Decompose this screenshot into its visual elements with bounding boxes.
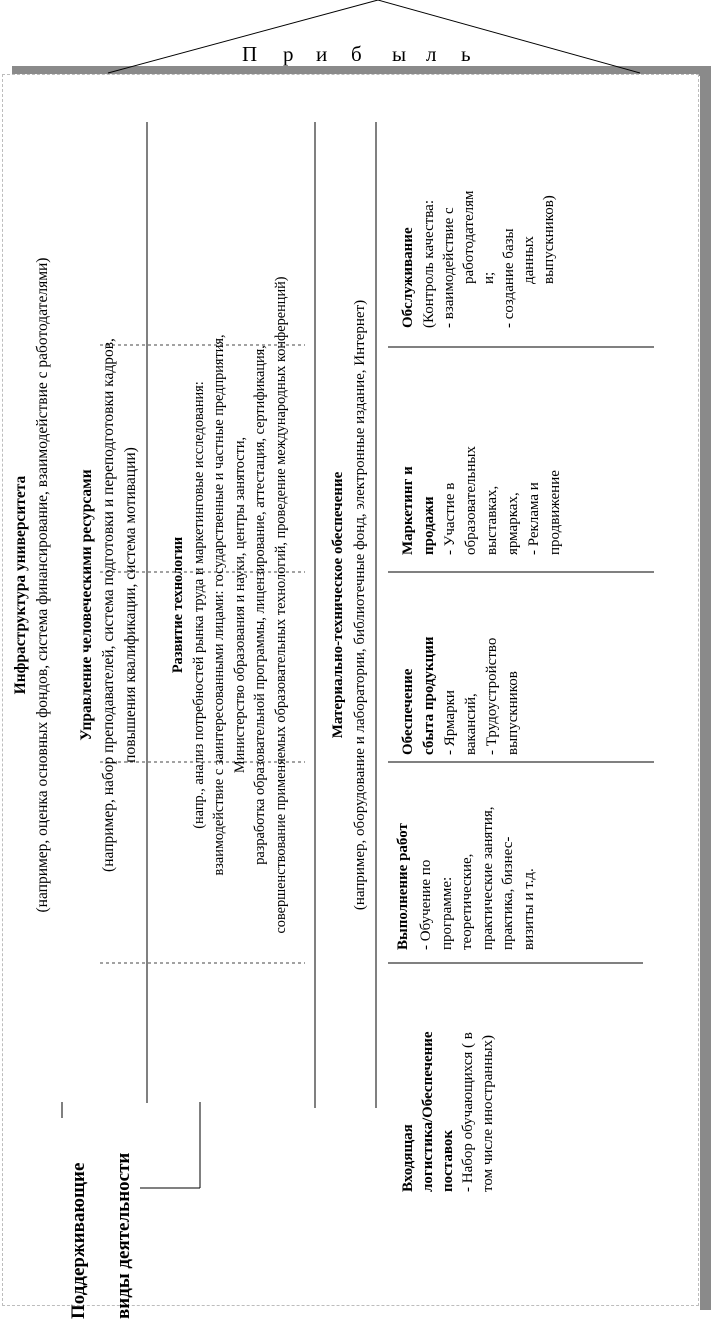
marketing-body-3: выставках,: [484, 485, 500, 555]
marketing-title-1: Маркетинг и: [400, 466, 416, 555]
operations-title: Выполнение работ: [395, 823, 411, 950]
tech-block: [168, 105, 292, 1105]
operations-body-2: программе:: [438, 876, 455, 950]
service-body-1: (Контроль качества:: [421, 199, 437, 328]
service-body-7: выпускников): [541, 195, 557, 284]
operations-body-6: визиты и т.д.: [520, 868, 537, 950]
service-body-4: и;: [481, 271, 497, 284]
inbound-title-3: поставок: [440, 1130, 456, 1192]
operations-body-4: практические занятия,: [479, 806, 496, 950]
outbound-title-1: Обеспечение: [400, 668, 416, 755]
service-body-2: - взаимодействие с: [441, 207, 457, 328]
operations-body-1: - Обучение по: [418, 859, 434, 950]
service-body-5: - создание базы: [501, 228, 517, 328]
marketing-body-4: ярмарках,: [505, 492, 521, 555]
outbound-body-1: - Ярмарки: [442, 690, 458, 755]
inbound-title-1: Входящая: [400, 1124, 416, 1192]
primary-operations: [390, 760, 539, 950]
hr-block: [76, 105, 142, 1105]
infrastructure-block: [10, 65, 54, 1105]
material-description: (например, оборудование и лаборатории, библиотечные фонд, электронные издание, Интернет): [351, 299, 368, 911]
marketing-title-2: продажи: [421, 496, 437, 555]
operations-body-3: теоретические,: [459, 853, 475, 950]
arrow-letter-7: ь: [461, 42, 471, 66]
hr-title: Управление человеческими ресурсами: [78, 469, 95, 741]
hr-description-2: повышения квалификации, система мотивации): [122, 447, 139, 763]
outbound-body-2: вакансий,: [463, 693, 479, 755]
arrow-letter-5: ы: [392, 42, 407, 66]
primary-outbound-logistics: [398, 570, 524, 755]
tech-description-3: Министерство образования и науки, центры занятости,: [231, 436, 248, 774]
operations-body-5: практика, бизнес-: [500, 836, 516, 950]
service-body-3: работодателям: [461, 190, 477, 284]
tech-description-4: разработка образовательной программы, лицензирование, аттестация, сертификация,: [252, 345, 269, 865]
marketing-body-1: - Участие в: [442, 482, 458, 555]
support-label-line2: виды деятельности: [113, 1152, 134, 1319]
outbound-body-3: - Трудоустройство: [484, 637, 500, 755]
material-block: [328, 105, 371, 1105]
arrow-letter-6: л: [426, 42, 437, 66]
arrow-edge-right: [378, 0, 640, 73]
tech-description-1: (напр., анализ потребностей рынка труда и маркетинговые исследования:: [190, 381, 207, 829]
inbound-title-2: логистика/Обеспечение: [420, 1031, 436, 1192]
marketing-body-2: образовательных: [463, 446, 479, 555]
outbound-body-4: выпускников: [505, 671, 521, 755]
arrow-letter-4: б: [351, 42, 362, 66]
arrow-letter-3: и: [316, 42, 328, 66]
support-label-line1: Поддерживающие: [68, 1162, 89, 1319]
arrow-letter-2: р: [283, 42, 294, 66]
primary-service: [398, 158, 559, 328]
inbound-body-2: том числе иностранных): [480, 1034, 496, 1192]
tech-title: Развитие технологии: [170, 536, 186, 674]
arrow-letter-1: П: [242, 42, 258, 66]
tech-description-5: совершенствование применяемых образовательных технологий, проведение международных конференций): [272, 276, 289, 934]
hr-description-1: (например, набор преподавателей, система подготовки и переподготовки кадров,: [100, 338, 117, 872]
marketing-body-5: - Реклама и: [526, 482, 542, 555]
material-title: Материально-техническое обеспечение: [330, 471, 346, 739]
outbound-title-2: сбыта продукции: [421, 636, 437, 755]
primary-marketing-sales: [398, 355, 566, 555]
service-title: Обслуживание: [400, 227, 416, 328]
infrastructure-description: (например, оценка основных фондов, система финансирование, взаимодействие с работодателями): [34, 257, 51, 913]
inbound-body-1: - Набор обучающихся ( в: [460, 1032, 476, 1192]
service-body-6: данных: [521, 236, 537, 284]
infrastructure-title: Инфраструктура университета: [12, 475, 29, 695]
tech-description-2: взаимодействие с заинтересованными лицами: государственные и частные предприятия,: [211, 334, 228, 876]
primary-inbound-logistics: [398, 967, 498, 1192]
marketing-body-6: продвижение: [547, 470, 563, 555]
